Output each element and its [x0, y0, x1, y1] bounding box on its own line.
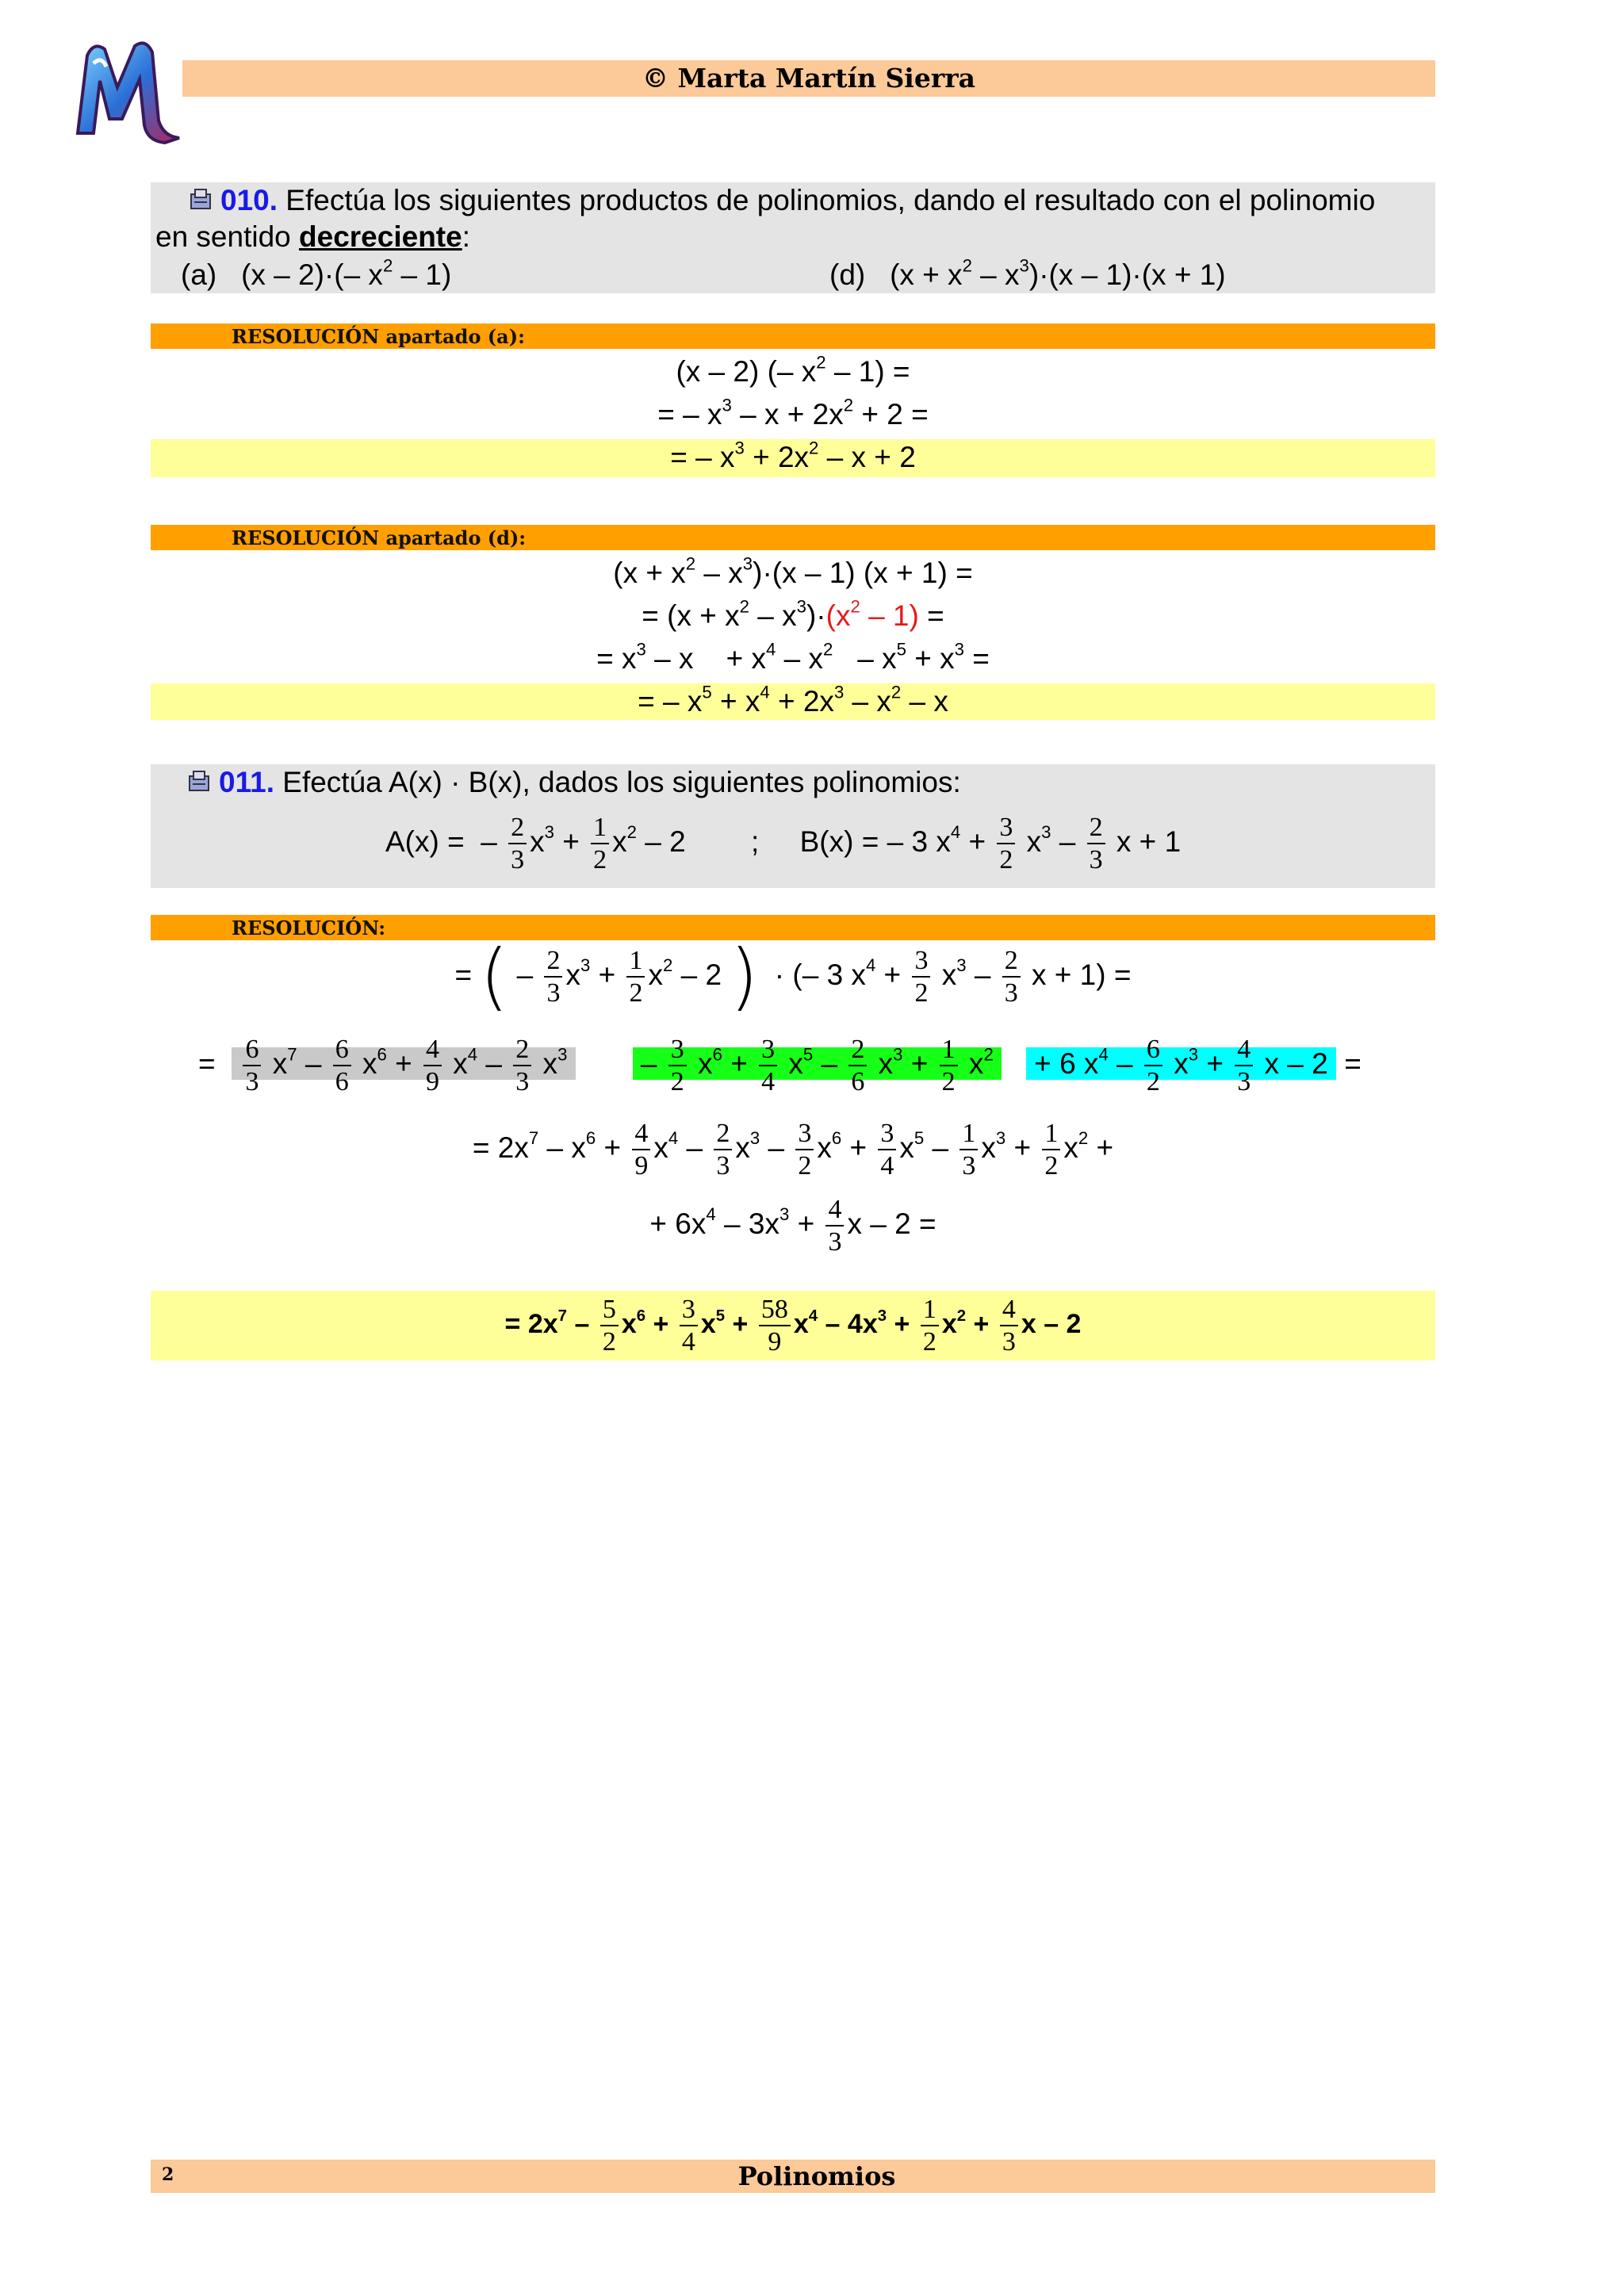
logo-m-icon — [70, 32, 186, 146]
terms-green: – $\frac{3}{2}$ $x^6$ + $\frac{3}{4}$ $x^5$ – $\frac{2}{6}$ $x^3$ + $\frac{1}{2}$ $x^2$ — [633, 1047, 1002, 1080]
exercise-010-number: 010. — [220, 184, 278, 216]
resolution-011-label: RESOLUCIÓN: — [232, 916, 386, 939]
exercise-011-statement — [187, 766, 961, 799]
res-d-line-3: = $x^3$ – x + $x^4 - x^2 - x^5 + x^3$ = — [596, 639, 990, 675]
res-d-line-1: $(x + x^2 - x^3)\cdot(x - 1)$ (x + 1) = — [613, 553, 973, 589]
exercise-010-text-1: Efectúa los siguientes productos de polinomios, dando el resultado con el polinomio — [285, 184, 1376, 216]
terms-grey: $\frac{6}{3}$ $x^7$ – $\frac{6}{6}$ $x^6$ + $\frac{4}{9}$ $x^4$ – $\frac{2}{3}$ $x^3$ — [232, 1047, 576, 1080]
exercise-010-part-d: (d) $(x + x^2 - x^3)\cdot(x - 1)\cdot(x + 1)$ — [829, 255, 1226, 291]
footer-page-number: 2 — [162, 2164, 174, 2185]
res-a-line-2: = – $x^3 - x + 2x^2 + 2$ = — [657, 395, 929, 430]
resolution-d-label: RESOLUCIÓN apartado (d): — [232, 526, 527, 549]
res-d-result: = – $x^5 + x^4 + 2x^3 - x^2 - x$ — [638, 682, 948, 718]
exercise-010-text-2b: decreciente — [299, 220, 462, 253]
res-011-line-3: = $2x^7 - x^6$ + $\frac{4}{9}$ $x^4$ – $\frac{2}{3}$ $x^3$ – $\frac{3}{2}$ $x^6$ + $\frac{3}{4}$ $x^5$ – $\frac{1}{3}$ $x^3$ + $\frac{1}{2}$ $x^2$ + — [472, 1119, 1114, 1181]
res-a-line-1: (x – 2) (– $x^2 - 1$) = — [676, 352, 910, 388]
res-011-line-1: = ( – $\frac{2}{3}$ $x^3$ + $\frac{1}{2}$ $x^2 - 2$ ) · (– 3 $x^4$ + $\frac{3}{2}$ $x^3$ – $\frac{2}{3}$ x + 1) = — [454, 934, 1132, 1019]
pencil-icon — [187, 770, 211, 794]
pencil-icon — [189, 188, 213, 212]
terms-cyan: + 6 $x^4$ – $\frac{6}{2}$ $x^3$ + $\frac{4}{3}$ x – 2 — [1025, 1035, 1336, 1097]
footer-title: Polinomios — [737, 2161, 896, 2191]
exercise-011-text: Efectúa A(x) · B(x), dados los siguientes polinomios: — [282, 766, 961, 798]
exercise-010-part-a: (a) (x – 2)·(– $x^2 - 1$) — [181, 255, 452, 291]
exercise-010-statement — [155, 182, 1432, 255]
exercise-011-number: 011. — [219, 766, 274, 798]
res-d-line-2: = $(x + x^2 - x^3)\cdot(x^2 - 1)$ = — [642, 596, 944, 632]
header-copyright: © Marta Martín Sierra — [642, 63, 975, 94]
res-011-line-4: + $6x^4 - 3x^3$ + $\frac{4}{3}$ x – 2 = — [649, 1195, 936, 1257]
res-011-result: = $2x^7$ – $\frac{5}{2}$ $x^6$ + $\frac{3}{4}$ $x^5$ + $\frac{58}{9}$ $x^4 - 4x^3$ + $\frac{1}{2}$ $x^2$ + $\frac{4}{3}$ x – 2 — [504, 1295, 1082, 1357]
resolution-a-label: RESOLUCIÓN apartado (a): — [232, 325, 525, 348]
res-a-result: = – $x^3 + 2x^2 - x + 2$ — [670, 438, 916, 473]
exercise-010-text-2c: : — [462, 220, 470, 253]
exercise-010-text-2a: en sentido — [155, 220, 300, 253]
res-011-line-2: = $\frac{6}{3}$ $x^7$ – $\frac{6}{6}$ $x^6$ + $\frac{4}{9}$ $x^4$ – $\frac{2}{3}$ $x^3$ – $\frac{3}{2}$ $x^6$ + $\frac{3}{4}$ $x^5$ – $\frac{2}{6}$ $x^3$ + $\frac{1}{2}$ $x^2$ + 6 $x^4$ – $\frac{6}{2}$ $x^3$ + $\frac{4}{3}$ x – 2 = — [198, 1035, 1362, 1097]
exercise-011-polynomials: A(x) = – $\frac{2}{3}$ $x^3$ + $\frac{1}{2}$ $x^2 - 2$ ; B(x) = – 3 $x^4$ + $\frac{3}{2}$ $x^3$ – $\frac{2}{3}$ x + 1 — [385, 813, 1182, 875]
